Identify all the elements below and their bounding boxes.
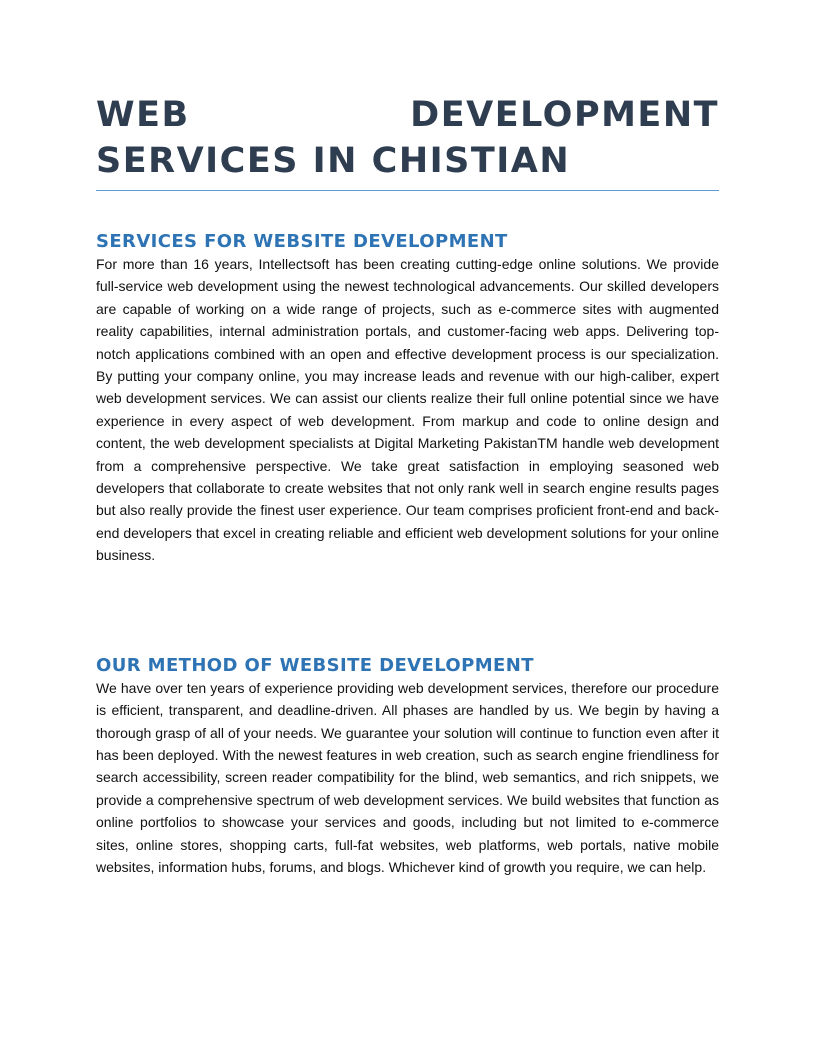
section-body-services: For more than 16 years, Intellectsoft has been creating cutting-edge online solutions. We provide full-service web development using the newest technological advancements. Our skilled developers are capable of working on a wide range of projects, such as e-commerce sites with augmented reality capabilities, internal administration portals, and customer-facing web apps. Delivering top-notch applications combined with an open and effective development process is our specialization. By putting your company online, you may increase leads and revenue with our high-caliber, expert web development services. We can assist our clients realize their full online potential since we have experience in every aspect of web development. From markup and code to online design and content, the web development specialists at Digital Marketing PakistanTM handle web development from a comprehensive perspective. We take great satisfaction in employing seasoned web developers that collaborate to create websites that not only rank well in search engine results pages but also really provide the finest user experience. Our team comprises proficient front-end and back-end developers that excel in creating reliable and efficient web development solutions for your online business. [96, 256, 719, 564]
section-body-method: We have over ten years of experience providing web development services, therefore our procedure is efficient, transparent, and deadline-driven. All phases are handled by us. We begin by having a thorough grasp of all of your needs. We guarantee your solution will continue to function even after it has been deployed. With the newest features in web creation, such as search engine friendliness for search accessibility, screen reader compatibility for the blind, web semantics, and rich snippets, we provide a comprehensive spectrum of web development services. We build websites that function as online portfolios to showcase your services and goods, including but not limited to e-commerce sites, online stores, shopping carts, full-fat websites, web platforms, web portals, native mobile websites, information hubs, forums, and blogs. Whichever kind of growth you require, we can help. [96, 679, 719, 875]
section-services [96, 231, 719, 567]
section-heading-method: OUR METHOD OF WEBSITE DEVELOPMENT [96, 654, 534, 676]
document-title: WEB DEVELOPMENT SERVICES IN CHISTIAN [96, 92, 719, 191]
section-method [96, 655, 719, 879]
section-heading-services: SERVICES FOR WEBSITE DEVELOPMENT [96, 231, 508, 252]
document-page [96, 92, 719, 878]
